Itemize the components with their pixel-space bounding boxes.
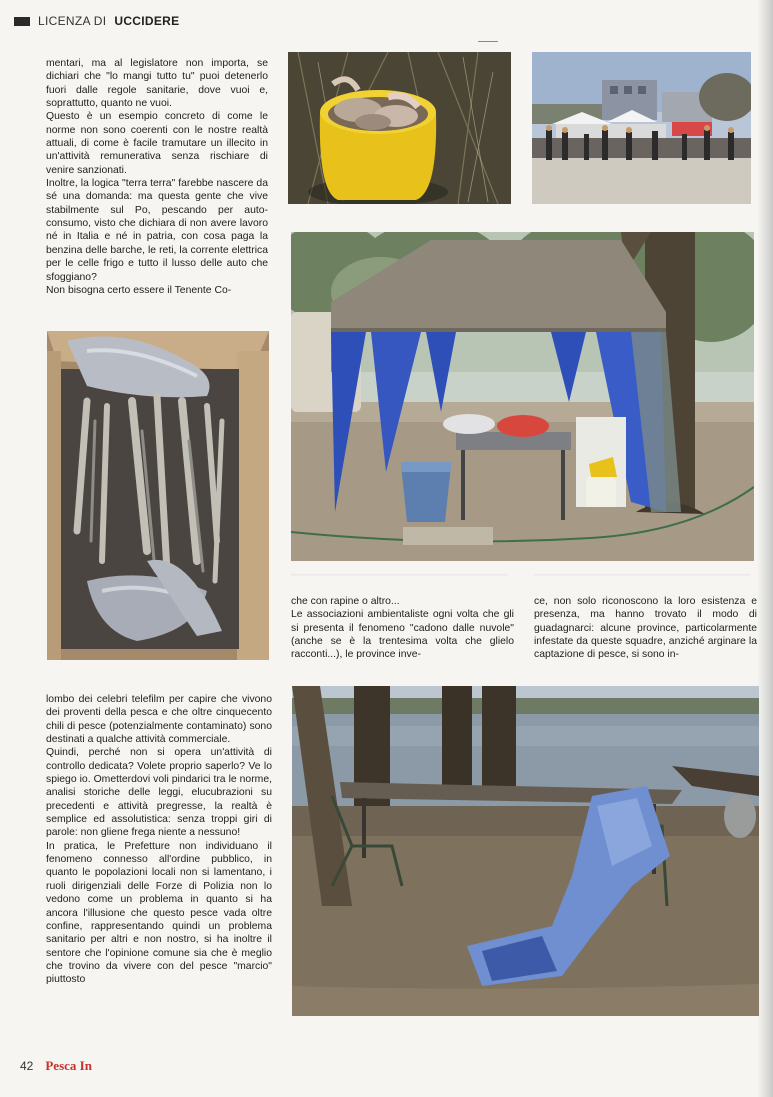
paragraph: Questo è un esempio concreto di come le norme non sono coerenti con le nostre realtà attuali, di come è facile tramutare un illecito in un'attività remunerativa senza rischiare di venire sanzionati. — [46, 111, 268, 176]
header-section-light: LICENZA DI — [38, 14, 107, 28]
page-number: 42 — [20, 1059, 34, 1073]
paragraph: che con rapine o altro... — [291, 596, 400, 607]
paragraph: Non bisogna certo essere il Tenente Co- — [46, 284, 232, 296]
photo-river-table — [292, 686, 759, 1016]
paragraph: Le associazioni ambientaliste ogni volta che gli si presenta il fenomeno "cadono dalle nuvole" (anche se è la trentesima volta che glielo racconti...), le province inve- — [291, 609, 514, 661]
text-column-2 — [46, 693, 272, 987]
paragraph: mentari, ma al legislatore non importa, se dichiari che "lo mangi tutto tu" puoi detenerlo fuori dalle regole sanitarie, dove vuoi e, soprattutto, quanto ne vuoi. — [46, 58, 268, 110]
magazine-logo: Pesca In — [45, 1058, 92, 1073]
page-footer — [20, 1058, 92, 1074]
paragraph: Quindi, perché non si opera un'attività di controllo dedicata? Volete proprio saperlo? Ve lo spiego io. Ometterdovi voli pindarici tra le norme, analisi storiche delle leggi, elucubrazioni su precedenti e attività pregresse, la realtà è semplice ed assolutistica: senza troppi giri di parole: non gliene frega niente a nessuno! — [46, 747, 272, 839]
paragraph: Inoltre, la logica "terra terra" farebbe nascere da sé una domanda: ma questa gente che vive stabilmente sul Po, pescando per auto-consumo, visto che dichiara di non avere lavoro né in Italia e né in patria, con cosa paga la benzina delle barche, le reti, la corrente elettrica per le celle frigo e tutto il lusso delle auto che sfoggiano? — [46, 178, 268, 283]
paragraph: lombo dei celebri telefilm per capire che vivono dei proventi della pesca e che oltre cinquecento chili di pesce (potenzialmente contaminato) sono destinati a qualche attività commerciale. — [46, 694, 272, 746]
running-header — [14, 12, 179, 30]
show-through-text: ———————————————————————— — [534, 569, 750, 579]
photo-blue-gazebo — [291, 232, 754, 561]
page-edge-shadow — [757, 0, 773, 1097]
text-column-3 — [291, 595, 514, 662]
header-rule — [478, 41, 498, 42]
show-through-text: ———————————————————————— — [291, 569, 507, 579]
text-column-1 — [46, 57, 268, 297]
photo-fish-crate — [47, 331, 269, 660]
photo-outdoor-market — [532, 52, 751, 204]
text-column-4 — [534, 595, 757, 662]
header-square-icon — [14, 17, 30, 26]
header-section-bold: UCCIDERE — [114, 14, 180, 28]
paragraph: ce, non solo riconoscono la loro esistenza e presenza, ma hanno trovato il modo di guadagnarci: alcune province, particolarmente infestate da queste squadre, anziché arginare la captazione di pesce, si sono in- — [534, 596, 757, 661]
photo-fish-bucket — [288, 52, 511, 204]
paragraph: In pratica, le Prefetture non individuano il fenomeno connesso all'ordine pubblico, in quanto le popolazioni locali non si lamentano, i ruoli dirigenziali delle Forze di Polizia non lo vedono come un problema in quanto si ha ancora l'illusione che questo pesce vada oltre confine, rappresentando quindi un problema sanitario per altri e non nostro, si ha inoltre il sentore che l'opinione comune sia che è meglio che trovino da vivere con del pesce "marcio" piuttosto — [46, 840, 272, 986]
